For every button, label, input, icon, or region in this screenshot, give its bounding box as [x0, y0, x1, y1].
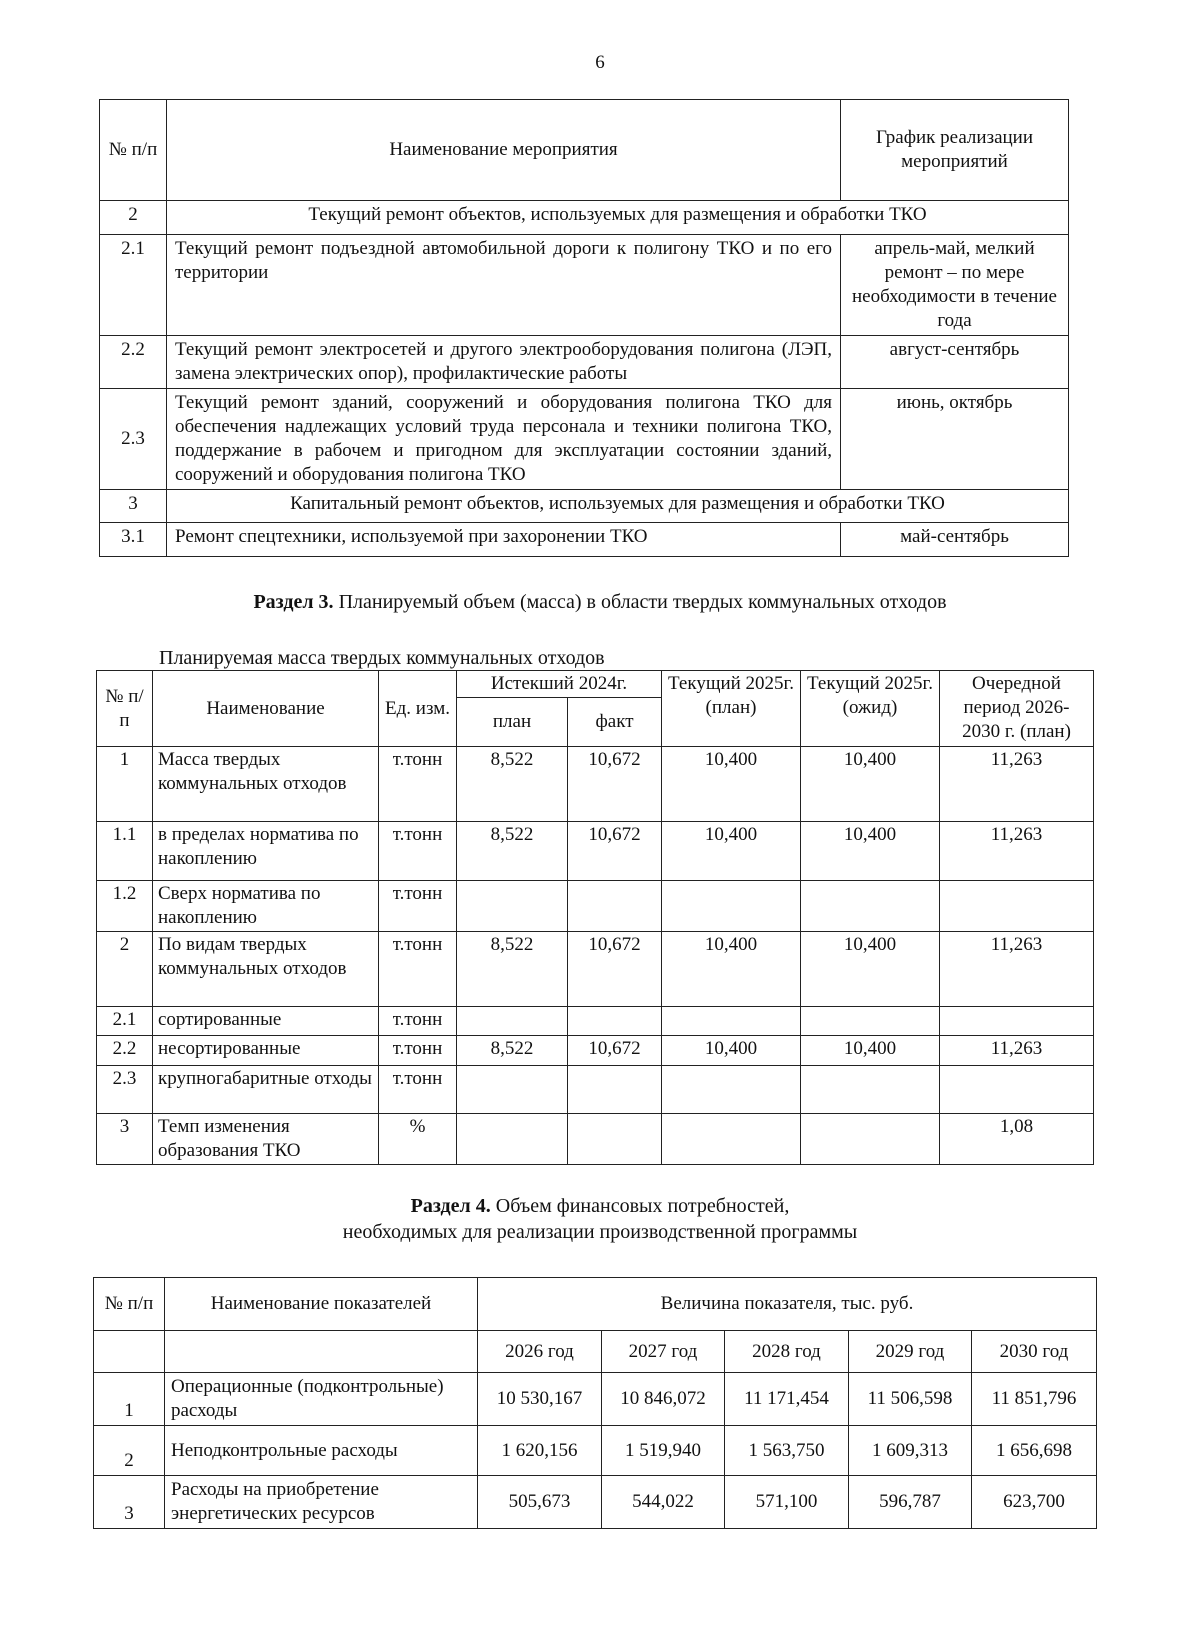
header-empty	[165, 1331, 478, 1373]
row-schedule: май-сентябрь	[841, 523, 1069, 557]
section-num: 3	[100, 490, 167, 523]
table-row	[100, 235, 1069, 336]
table-row	[97, 1114, 1094, 1165]
row-value-2026: 10 530,167	[478, 1373, 602, 1426]
row-num: 2	[94, 1426, 165, 1476]
row-name: Масса твердых коммунальных отходов	[153, 747, 379, 822]
row-name: несортированные	[153, 1036, 379, 1066]
row-current-plan: 10,400	[662, 932, 801, 1007]
table-row	[97, 822, 1094, 881]
row-current-expected	[801, 1066, 940, 1114]
row-plan: 8,522	[457, 747, 568, 822]
row-unit: т.тонн	[379, 932, 457, 1007]
header-year: 2030 год	[972, 1331, 1097, 1373]
row-value-2028: 571,100	[725, 1476, 849, 1529]
row-value-2026: 1 620,156	[478, 1426, 602, 1476]
row-next-period	[940, 881, 1094, 932]
row-plan	[457, 1007, 568, 1036]
row-num: 1	[94, 1373, 165, 1426]
row-value-2028: 1 563,750	[725, 1426, 849, 1476]
row-current-plan: 10,400	[662, 747, 801, 822]
row-plan	[457, 1114, 568, 1165]
row-num: 1	[97, 747, 153, 822]
table-row	[94, 1426, 1097, 1476]
table-row	[97, 1066, 1094, 1114]
row-next-period	[940, 1066, 1094, 1114]
row-num: 1.2	[97, 881, 153, 932]
table-row	[97, 881, 1094, 932]
row-schedule: апрель-май, мелкий ремонт – по мере необходимости в течение года	[841, 235, 1069, 336]
row-name: Темп изменения образования ТКО	[153, 1114, 379, 1165]
row-current-plan	[662, 881, 801, 932]
row-num: 2.2	[97, 1036, 153, 1066]
header-unit: Ед. изм.	[379, 671, 457, 747]
row-current-plan	[662, 1114, 801, 1165]
row-next-period: 11,263	[940, 747, 1094, 822]
table-header-row	[100, 100, 1069, 201]
row-current-expected: 10,400	[801, 932, 940, 1007]
table-row	[94, 1476, 1097, 1529]
row-indicator: Операционные (подконтрольные) расходы	[165, 1373, 478, 1426]
header-activity-name: Наименование мероприятия	[167, 100, 841, 201]
row-plan: 8,522	[457, 1036, 568, 1066]
table-header-row	[94, 1331, 1097, 1373]
row-next-period: 1,08	[940, 1114, 1094, 1165]
row-fact: 10,672	[568, 932, 662, 1007]
section-title: Капитальный ремонт объектов, используемых для размещения и обработки ТКО	[167, 490, 1069, 523]
table-row	[97, 747, 1094, 822]
row-fact: 10,672	[568, 822, 662, 881]
row-fact: 10,672	[568, 747, 662, 822]
row-value-2029: 596,787	[849, 1476, 972, 1529]
row-value-2030: 1 656,698	[972, 1426, 1097, 1476]
header-num: № п/п	[97, 671, 153, 747]
row-indicator: Неподконтрольные расходы	[165, 1426, 478, 1476]
row-current-expected: 10,400	[801, 822, 940, 881]
section-title: Текущий ремонт объектов, используемых для размещения и обработки ТКО	[167, 201, 1069, 235]
row-fact: 10,672	[568, 1036, 662, 1066]
row-plan	[457, 881, 568, 932]
row-current-expected: 10,400	[801, 1036, 940, 1066]
row-next-period	[940, 1007, 1094, 1036]
section-4-title-line1: Объем финансовых потребностей,	[490, 1195, 790, 1217]
row-value-2029: 1 609,313	[849, 1426, 972, 1476]
table-row	[100, 389, 1069, 490]
row-name: сортированные	[153, 1007, 379, 1036]
table-row	[94, 1373, 1097, 1426]
header-year: 2027 год	[602, 1331, 725, 1373]
header-current-expected: Текущий 2025г. (ожид)	[801, 671, 940, 747]
section-4-label: Раздел 4.	[410, 1195, 491, 1217]
row-current-expected	[801, 1007, 940, 1036]
header-schedule: График реализации мероприятий	[841, 100, 1069, 201]
row-num: 2.3	[97, 1066, 153, 1114]
header-year: 2029 год	[849, 1331, 972, 1373]
header-year: 2026 год	[478, 1331, 602, 1373]
section-4-heading-line2: необходимых для реализации производственной программы	[342, 1221, 858, 1243]
row-schedule: июнь, октябрь	[841, 389, 1069, 490]
header-past-year: Истекший 2024г.	[457, 671, 662, 698]
row-unit: т.тонн	[379, 747, 457, 822]
row-current-plan	[662, 1066, 801, 1114]
row-unit: т.тонн	[379, 1007, 457, 1036]
page-number: 6	[595, 52, 605, 73]
activities-table	[99, 99, 1069, 557]
row-activity: Текущий ремонт подъездной автомобильной дороги к полигону ТКО и по его территории	[167, 235, 841, 336]
row-num: 3.1	[100, 523, 167, 557]
header-num: № п/п	[100, 100, 167, 201]
table-row	[100, 336, 1069, 389]
row-next-period: 11,263	[940, 822, 1094, 881]
table-header-row	[94, 1278, 1097, 1331]
row-name: Сверх норматива по накоплению	[153, 881, 379, 932]
row-num: 2.3	[100, 389, 167, 490]
row-indicator: Расходы на приобретение энергетических ресурсов	[165, 1476, 478, 1529]
row-current-expected: 10,400	[801, 747, 940, 822]
header-year: 2028 год	[725, 1331, 849, 1373]
section-3-label: Раздел 3.	[253, 591, 334, 613]
header-name: Наименование	[153, 671, 379, 747]
row-num: 2.1	[97, 1007, 153, 1036]
row-name: крупногабаритные отходы	[153, 1066, 379, 1114]
row-value-2028: 11 171,454	[725, 1373, 849, 1426]
row-current-plan	[662, 1007, 801, 1036]
section-row	[100, 490, 1069, 523]
header-num: № п/п	[94, 1278, 165, 1331]
row-current-plan: 10,400	[662, 1036, 801, 1066]
header-next-period: Очередной период 2026-2030 г. (план)	[940, 671, 1094, 747]
table-row	[100, 523, 1069, 557]
row-fact	[568, 1114, 662, 1165]
section-3-title: Планируемый объем (масса) в области твердых коммунальных отходов	[333, 591, 947, 613]
row-unit: т.тонн	[379, 1066, 457, 1114]
table-row	[97, 1007, 1094, 1036]
header-empty	[94, 1331, 165, 1373]
section-num: 2	[100, 201, 167, 235]
row-value-2026: 505,673	[478, 1476, 602, 1529]
row-schedule: август-сентябрь	[841, 336, 1069, 389]
section-4-heading	[0, 1193, 1200, 1219]
row-unit: т.тонн	[379, 881, 457, 932]
row-current-expected	[801, 881, 940, 932]
row-activity: Ремонт спецтехники, используемой при захоронении ТКО	[167, 523, 841, 557]
header-current-plan: Текущий 2025г. (план)	[662, 671, 801, 747]
row-value-2030: 623,700	[972, 1476, 1097, 1529]
row-fact	[568, 1066, 662, 1114]
row-name: в пределах норматива по накоплению	[153, 822, 379, 881]
row-plan	[457, 1066, 568, 1114]
row-current-plan: 10,400	[662, 822, 801, 881]
row-unit: %	[379, 1114, 457, 1165]
waste-mass-table	[96, 670, 1094, 1165]
row-plan: 8,522	[457, 932, 568, 1007]
section-3-heading	[0, 589, 1200, 615]
financial-needs-table	[93, 1277, 1097, 1529]
header-value: Величина показателя, тыс. руб.	[478, 1278, 1097, 1331]
row-next-period: 11,263	[940, 932, 1094, 1007]
header-indicator-name: Наименование показателей	[165, 1278, 478, 1331]
row-current-expected	[801, 1114, 940, 1165]
row-fact	[568, 1007, 662, 1036]
row-value-2027: 544,022	[602, 1476, 725, 1529]
section-row	[100, 201, 1069, 235]
row-value-2029: 11 506,598	[849, 1373, 972, 1426]
table-row	[97, 932, 1094, 1007]
row-fact	[568, 881, 662, 932]
table-caption: Планируемая масса твердых коммунальных отходов	[159, 647, 605, 669]
row-name: По видам твердых коммунальных отходов	[153, 932, 379, 1007]
row-num: 2.2	[100, 336, 167, 389]
table-row	[97, 1036, 1094, 1066]
row-num: 3	[94, 1476, 165, 1529]
row-value-2027: 1 519,940	[602, 1426, 725, 1476]
row-unit: т.тонн	[379, 1036, 457, 1066]
row-next-period: 11,263	[940, 1036, 1094, 1066]
row-unit: т.тонн	[379, 822, 457, 881]
row-activity: Текущий ремонт электросетей и другого электрооборудования полигона (ЛЭП, замена электрических опор), профилактические работы	[167, 336, 841, 389]
table-header-row	[97, 671, 1094, 698]
row-num: 2.1	[100, 235, 167, 336]
row-plan: 8,522	[457, 822, 568, 881]
row-num: 2	[97, 932, 153, 1007]
row-num: 3	[97, 1114, 153, 1165]
header-plan: план	[457, 698, 568, 747]
row-num: 1.1	[97, 822, 153, 881]
header-fact: факт	[568, 698, 662, 747]
row-value-2030: 11 851,796	[972, 1373, 1097, 1426]
row-value-2027: 10 846,072	[602, 1373, 725, 1426]
row-activity: Текущий ремонт зданий, сооружений и оборудования полигона ТКО для обеспечения надлежащих условий труда персонала и техники полигона ТКО, поддержание в рабочем и пригодном для эксплуатации состоянии зданий, сооружений и оборудования полигона ТКО	[167, 389, 841, 490]
